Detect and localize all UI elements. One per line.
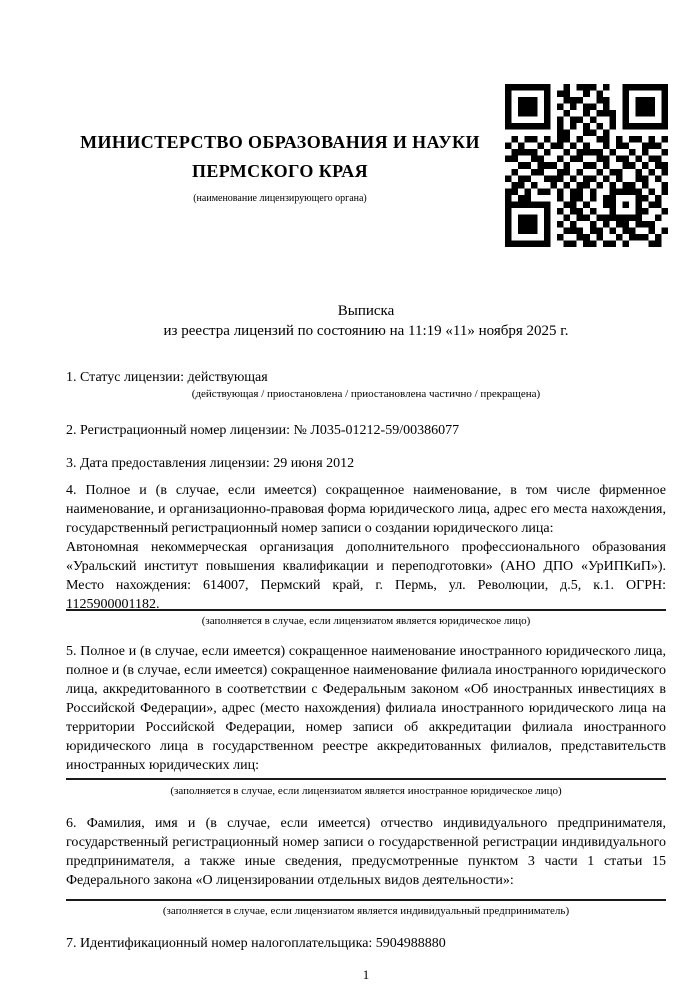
licensing-authority-header	[0, 128, 560, 205]
section-3-license-grant-date: 3. Дата предоставления лицензии: 29 июня 2012	[66, 456, 355, 471]
document-body	[66, 301, 666, 983]
section-7-taxpayer-id: 7. Идентификационный номер налогоплательщика: 5904988880	[66, 936, 446, 951]
ministry-caption: (наименование лицензирующего органа)	[193, 193, 367, 204]
section-6-fill-line	[66, 899, 666, 901]
section-4-legal-entity	[66, 481, 666, 614]
section-2-registration-number: 2. Регистрационный номер лицензии: № Л035-01212-59/00386077	[66, 423, 460, 438]
document-title: Выписка	[337, 303, 395, 319]
section-4-label: 4. Полное и (в случае, если имеется) сокращенное наименование, в том числе фирменное наименование, и организационно-правовая форма юридического лица, адрес его места нахождения, государственный регистрационный номер записи о создании юридического лица:	[66, 483, 666, 536]
page-number: 1	[362, 967, 370, 982]
section-5-foreign-legal-entity: 5. Полное и (в случае, если имеется) сокращенное наименование иностранного юридического лица, полное и (в случае, если имеется) сокращенное наименование филиала иностранного юридического лица, аккредитованного в соответствии с Федеральным законом «Об иностранных инвестициях в Российской Федерации», адрес (место нахождения) филиала иностранного юридического лица на территории Российской Федерации, номер записи об аккредитации филиала иностранного юридического лица в государственном реестре аккредитованных филиалов, представительств иностранных юридических лиц:	[66, 644, 666, 773]
section-4-caption: (заполняется в случае, если лицензиатом является юридическое лицо)	[201, 615, 531, 627]
section-6-caption: (заполняется в случае, если лицензиатом является индивидуальный предприниматель)	[162, 905, 570, 917]
ministry-name-line1: МИНИСТЕРСТВО ОБРАЗОВАНИЯ И НАУКИ	[80, 132, 480, 152]
section-1-license-status: 1. Статус лицензии: действующая	[66, 370, 268, 385]
section-5-fill-line	[66, 778, 666, 780]
ministry-name-line2: ПЕРМСКОГО КРАЯ	[191, 161, 369, 181]
qr-code-image	[505, 84, 668, 247]
qr-code	[505, 84, 668, 247]
section-1-caption: (действующая / приостановлена / приостановлена частично / прекращена)	[191, 388, 541, 400]
section-6-individual-entrepreneur: 6. Фамилия, имя и (в случае, если имеется) отчество индивидуального предпринимателя, государственный регистрационный номер записи о государственной регистрации индивидуального предпринимателя, а также иные сведения, предусмотренные пунктом 3 части 1 статьи 15 Федерального закона «О лицензировании отдельных видов деятельности»:	[66, 816, 666, 888]
section-4-value: Автономная некоммерческая организация дополнительного профессионального образования «Уральский институт повышения квалификации и переподготовки» (АНО ДПО «УрИПКиП»). Место нахождения: 614007, Пермский край, г. Пермь, ул. Революции, д.5, к.1. ОГРН: 1125900001182.	[66, 540, 666, 612]
document-subtitle: из реестра лицензий по состоянию на 11:19 «11» ноября 2025 г.	[163, 323, 569, 339]
section-5-caption: (заполняется в случае, если лицензиатом является иностранное юридическое лицо)	[170, 785, 562, 797]
